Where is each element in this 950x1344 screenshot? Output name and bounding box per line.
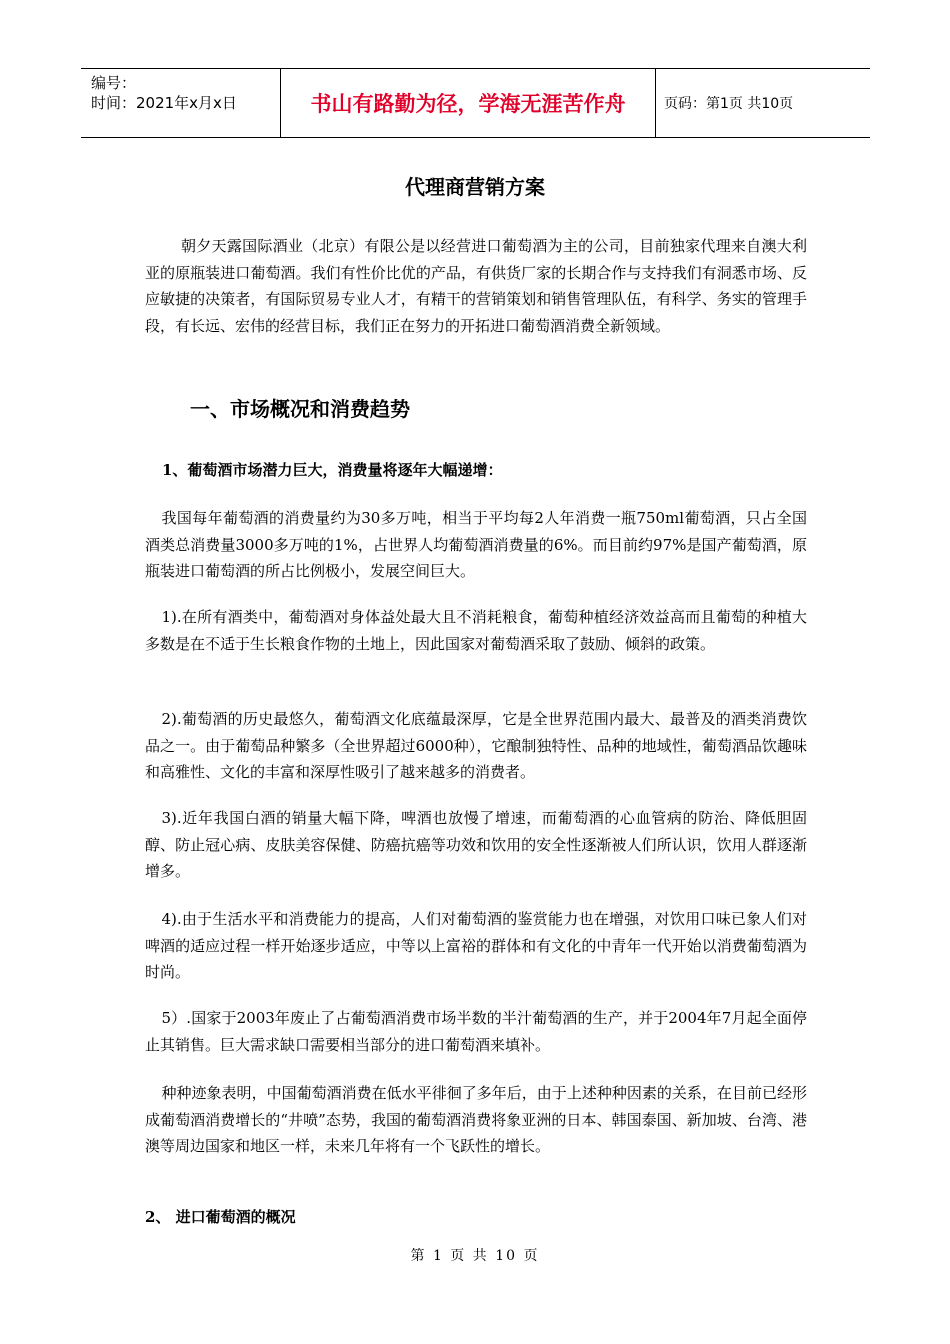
header-table bbox=[81, 68, 870, 138]
section-heading-1: 一、市场概况和消费趋势 bbox=[190, 397, 410, 421]
paragraph-point-4: 4).由于生活水平和消费能力的提高，人们对葡萄酒的鉴赏能力也在增强，对饮用口味已象人们对啤酒的适应过程一样开始逐步适应，中等以上富裕的群体和有文化的中青年一代开始以消费葡萄酒为时尚。 bbox=[145, 910, 807, 981]
subsection-heading-1: 1、葡萄酒市场潜力巨大，消费量将逐年大幅递增： bbox=[162, 461, 503, 479]
header-left-cell bbox=[81, 69, 281, 137]
paragraph-point-2: 2).葡萄酒的历史最悠久，葡萄酒文化底蕴最深厚，它是全世界范围内最大、最普及的酒类消费饮品之一。由于葡萄品种繁多（全世界超过6000种），它酿制独特性、品种的地域性，葡萄酒品饮趣味和高雅性、文化的丰富和深厚性吸引了越来越多的消费者。 bbox=[145, 710, 807, 781]
number-label: 编号： bbox=[91, 74, 137, 92]
paragraph-consumption: 我国每年葡萄酒的消费量约为30多万吨，相当于平均每2人年消费一瓶750ml葡萄酒，只占全国酒类总消费量3000多万吨的1%，占世界人均葡萄酒消费量的6%。而目前约97%是国产葡萄酒，原瓶装进口葡萄酒的所占比例极小，发展空间巨大。 bbox=[145, 509, 807, 580]
header-motto: 书山有路勤为径，学海无涯苦作舟 bbox=[281, 69, 656, 137]
paragraph-point-3: 3).近年我国白酒的销量大幅下降，啤酒也放慢了增速，而葡萄酒的心血管病的防治、降低胆固醇、防止冠心病、皮肤美容保健、防癌抗癌等功效和饮用的安全性逐渐被人们所认识，饮用人群逐渐增多。 bbox=[145, 809, 807, 880]
header-page-info: 页码：第1页 共10页 bbox=[664, 96, 794, 112]
intro-paragraph: 朝夕天露国际酒业（北京）有限公是以经营进口葡萄酒为主的公司，目前独家代理来自澳大利亚的原瓶装进口葡萄酒。我们有性价比优的产品，有供货厂家的长期合作与支持我们有洞悉市场、反应敏捷的决策者，有国际贸易专业人才，有精干的营销策划和销售管理队伍，有科学、务实的管理手段，有长远、宏伟的经营目标，我们正在努力的开拓进口葡萄酒消费全新领域。 bbox=[145, 237, 807, 335]
document-title: 代理商营销方案 bbox=[405, 175, 545, 199]
page-footer: 第 1 页 共 10 页 bbox=[410, 1248, 540, 1264]
subsection-heading-2: 2、 进口葡萄酒的概况 bbox=[145, 1208, 296, 1226]
paragraph-summary: 种种迹象表明，中国葡萄酒消费在低水平徘徊了多年后，由于上述种种因素的关系，在目前已经形成葡萄酒消费增长的“井喷”态势，我国的葡萄酒消费将象亚洲的日本、韩国泰国、新加坡、台湾、港澳等周边国家和地区一样，未来几年将有一个飞跃性的增长。 bbox=[145, 1084, 807, 1155]
date-label: 时间：2021年x月x日 bbox=[91, 94, 237, 112]
paragraph-point-1: 1).在所有酒类中，葡萄酒对身体益处最大且不消耗粮食，葡萄种植经济效益高而且葡萄的种植大多数是在不适于生长粮食作物的土地上，因此国家对葡萄酒采取了鼓励、倾斜的政策。 bbox=[145, 608, 807, 653]
paragraph-point-5: 5）.国家于2003年废止了占葡萄酒消费市场半数的半汁葡萄酒的生产，并于2004年7月起全面停止其销售。巨大需求缺口需要相当部分的进口葡萄酒来填补。 bbox=[145, 1009, 807, 1054]
